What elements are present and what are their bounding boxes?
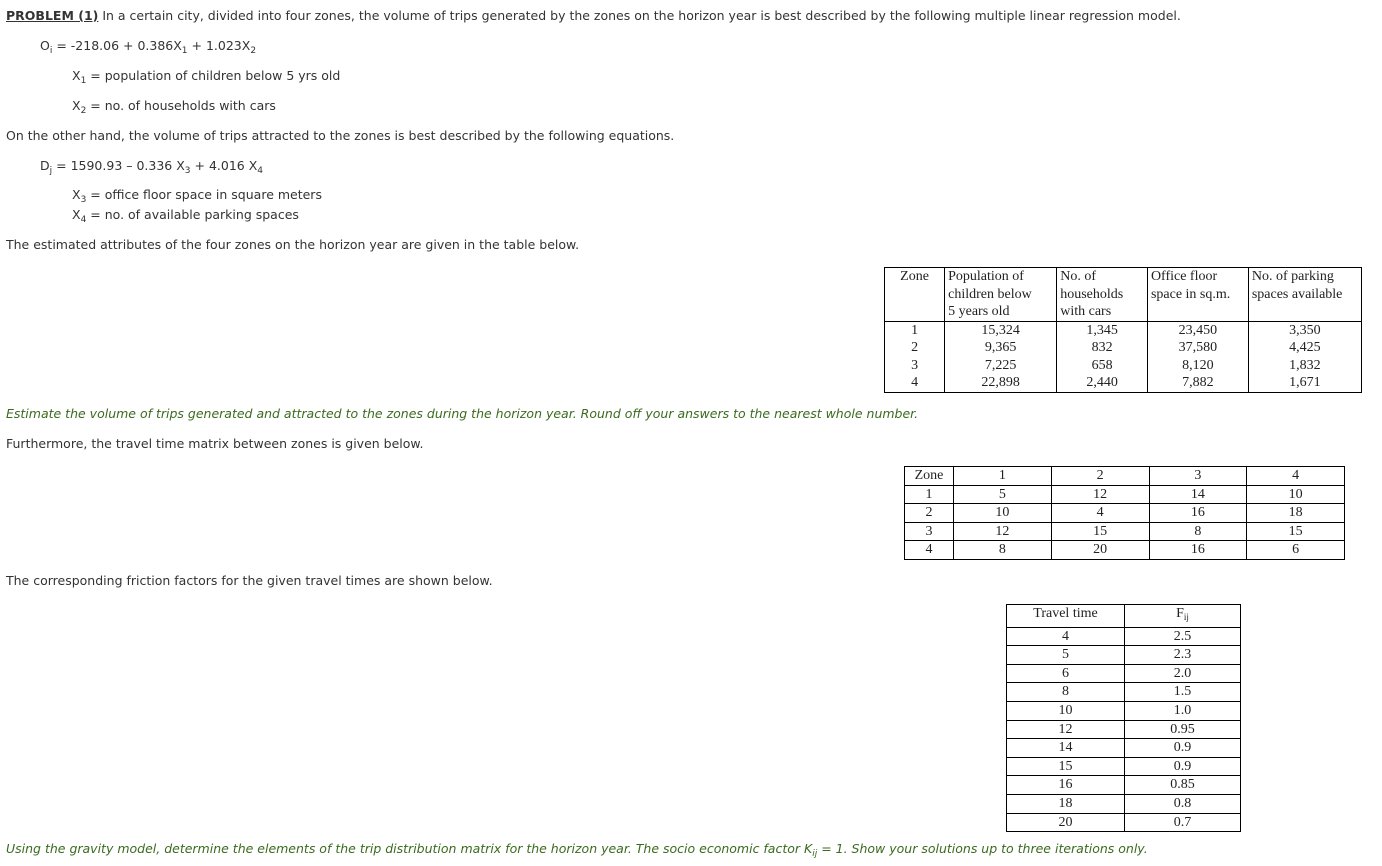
ff-time: 10 (1007, 701, 1125, 720)
tt-col-header: 3 (1149, 467, 1247, 486)
ff-time: 4 (1007, 627, 1125, 646)
friction-factor-table (1006, 604, 1241, 832)
table-row (1007, 683, 1241, 702)
x2-definition: $X_2$ = no. of households with cars (72, 98, 276, 116)
tt-cell: 14 (1149, 485, 1247, 504)
tt-cell: 6 (1247, 541, 1345, 560)
tt-cell: 4 (1051, 504, 1149, 523)
ff-value: 1.5 (1125, 683, 1241, 702)
tt-cell: 8 (954, 541, 1052, 560)
table-row (1007, 794, 1241, 813)
tt-cell: 18 (1247, 504, 1345, 523)
ff-time: 16 (1007, 776, 1125, 795)
tt-cell: 20 (1051, 541, 1149, 560)
table-row (1007, 701, 1241, 720)
ff-time: 5 (1007, 646, 1125, 665)
ff-time: 15 (1007, 757, 1125, 776)
tt-row-header: 2 (905, 504, 954, 523)
table-intro: The estimated attributes of the four zones on the horizon year are given in the table below. (6, 237, 580, 252)
tt-cell: 10 (1247, 485, 1345, 504)
table-header-row (885, 268, 1362, 322)
zone-attributes-table (884, 267, 1362, 393)
ff-value: 2.3 (1125, 646, 1241, 665)
ff-value: 0.95 (1125, 720, 1241, 739)
ff-header-time: Travel time (1007, 605, 1125, 628)
office-column: 23,450 37,580 8,120 7,882 (1147, 321, 1248, 392)
tt-cell: 10 (954, 504, 1052, 523)
table-row (1007, 757, 1241, 776)
zone-column: 1 2 3 4 (885, 321, 945, 392)
tt-cell: 12 (1051, 485, 1149, 504)
estimate-instruction: Estimate the volume of trips generated and attracted to the zones during the horizon year. Round off your answers to the nearest whole number. (6, 406, 919, 421)
header-office-space: Office floor space in sq.m. (1147, 268, 1248, 322)
table-row (1007, 813, 1241, 832)
tt-corner: Zone (905, 467, 954, 486)
travel-time-table (904, 466, 1345, 560)
tt-cell: 16 (1149, 541, 1247, 560)
ff-time: 6 (1007, 664, 1125, 683)
table-row (1007, 776, 1241, 795)
tt-col-header: 1 (954, 467, 1052, 486)
ff-time: 8 (1007, 683, 1125, 702)
population-column: 15,324 9,365 7,225 22,898 (945, 321, 1057, 392)
table-row (1007, 664, 1241, 683)
ff-time: 14 (1007, 739, 1125, 758)
tt-row-header: 3 (905, 522, 954, 541)
tt-cell: 15 (1051, 522, 1149, 541)
table-row (1007, 627, 1241, 646)
table-body-row (885, 321, 1362, 392)
ff-value: 0.9 (1125, 757, 1241, 776)
table-row (905, 541, 1345, 560)
x3-definition: $X_3$ = office floor space in square meters (72, 187, 322, 205)
tt-cell: 8 (1149, 522, 1247, 541)
ff-time: 20 (1007, 813, 1125, 832)
ff-value: 2.0 (1125, 664, 1241, 683)
table-row (905, 485, 1345, 504)
ff-value: 0.7 (1125, 813, 1241, 832)
problem-label: PROBLEM (1) (6, 8, 99, 23)
ff-time: 12 (1007, 720, 1125, 739)
ff-header-f: $F_{ij}$ (1125, 605, 1241, 628)
table-row (905, 522, 1345, 541)
x1-definition: $X_1$ = population of children below 5 yrs old (72, 68, 341, 86)
final-instruction: Using the gravity model, determine the elements of the trip distribution matrix for the horizon year. The socio economic factor $K_{ij} = 1$. Show your solutions up to three iterations only. (6, 841, 1148, 859)
tt-cell: 16 (1149, 504, 1247, 523)
problem-intro (6, 8, 1181, 24)
x4-definition: $X_4$ = no. of available parking spaces (72, 207, 299, 225)
ff-value: 0.85 (1125, 776, 1241, 795)
households-column: 1,345 832 658 2,440 (1057, 321, 1148, 392)
tt-cell: 5 (954, 485, 1052, 504)
generation-equation: $O_i = -218.06 + 0.386X_1 + 1.023X_2$ (40, 38, 257, 56)
table-row (1007, 605, 1241, 628)
tt-col-header: 2 (1051, 467, 1149, 486)
tt-cell: 12 (954, 522, 1052, 541)
header-households: No. of households with cars (1057, 268, 1148, 322)
friction-intro: The corresponding friction factors for the given travel times are shown below. (6, 573, 493, 588)
table-row (905, 504, 1345, 523)
table-row (1007, 739, 1241, 758)
table-row (905, 467, 1345, 486)
ff-value: 0.9 (1125, 739, 1241, 758)
header-parking: No. of parking spaces available (1248, 268, 1361, 322)
travel-time-intro: Furthermore, the travel time matrix between zones is given below. (6, 436, 424, 451)
tt-col-header: 4 (1247, 467, 1345, 486)
tt-row-header: 4 (905, 541, 954, 560)
attraction-intro: On the other hand, the volume of trips attracted to the zones is best described by the following equations. (6, 128, 675, 143)
problem-intro-text: In a certain city, divided into four zones, the volume of trips generated by the zones on the horizon year is best described by the following multiple linear regression model. (102, 8, 1181, 23)
tt-cell: 15 (1247, 522, 1345, 541)
ff-value: 2.5 (1125, 627, 1241, 646)
tt-row-header: 1 (905, 485, 954, 504)
ff-value: 1.0 (1125, 701, 1241, 720)
ff-time: 18 (1007, 794, 1125, 813)
table-row (1007, 646, 1241, 665)
attraction-equation: $D_j = 1590.93 - 0.336$ $X_3 + 4.016$ $X_4$ (40, 158, 264, 176)
ff-value: 0.8 (1125, 794, 1241, 813)
parking-column: 3,350 4,425 1,832 1,671 (1248, 321, 1361, 392)
header-zone: Zone (885, 268, 945, 322)
table-row (1007, 720, 1241, 739)
header-population: Population of children below 5 years old (945, 268, 1057, 322)
